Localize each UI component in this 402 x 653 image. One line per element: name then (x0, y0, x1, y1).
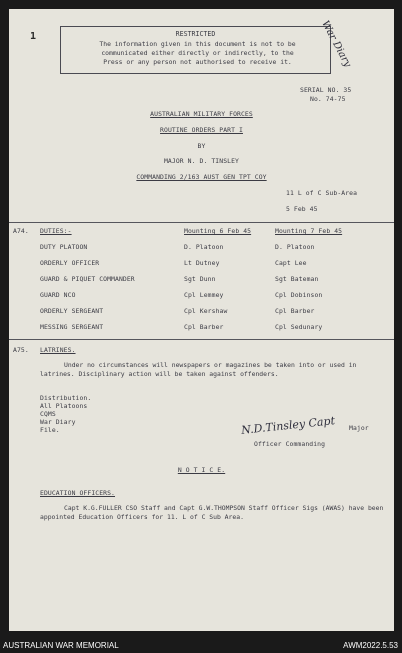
duty-day2: Sgt Bateman (275, 275, 319, 283)
notice-title: N O T I C E. (177, 466, 226, 474)
signature-title: Officer Commanding (254, 440, 326, 448)
distribution-item: CQMS (40, 410, 56, 418)
duty-day2: Capt Lee (275, 259, 307, 267)
duties-col1-header: Mounting 6 Feb 45 (184, 227, 252, 235)
distribution-item: File. (40, 426, 60, 434)
location: 11 L of C Sub-Area (286, 189, 358, 197)
duty-name: ORDERLY OFFICER (40, 259, 100, 267)
signature-rank: Major (349, 424, 369, 432)
duty-day1: D. Platoon (184, 243, 224, 251)
duty-name: ORDERLY SERGEANT (40, 307, 104, 315)
notice-text: Capt K.G.FULLER CSO Staff and Capt G.W.THOMPSON Staff Officer Sigs (AWAS) have been appointed Education Officers for 11. L of C Sub Area. (40, 504, 384, 521)
latrines-number: A75. (13, 346, 29, 354)
order-date: 5 Feb 45 (286, 205, 318, 213)
footer-institution: AUSTRALIAN WAR MEMORIAL (3, 641, 119, 650)
duty-name: MESSING SERGEANT (40, 323, 104, 331)
duty-day1: Sgt Dunn (184, 275, 216, 283)
duty-day2: D. Platoon (275, 243, 315, 251)
restricted-notice-box (60, 26, 331, 74)
distribution-item: All Platoons (40, 402, 88, 410)
document-page (9, 9, 394, 631)
distribution-item: War Diary (40, 418, 76, 426)
archive-footer (0, 631, 402, 653)
restricted-title: RESTRICTED (175, 30, 216, 38)
divider-top (9, 222, 394, 223)
duty-day2: Cpl Dobinson (275, 291, 323, 299)
signature: N.D.Tinsley Capt (240, 414, 336, 437)
heading-orders: ROUTINE ORDERS PART I (160, 126, 243, 134)
duty-day1: Cpl Barber (184, 323, 224, 331)
handwritten-war-diary-note: War Diary (319, 19, 353, 70)
notice-subtitle: EDUCATION OFFICERS. (40, 489, 116, 497)
distribution-title: Distribution. (40, 394, 92, 402)
duty-name: GUARD & PIQUET COMMANDER (40, 275, 135, 283)
heading-by: BY (197, 142, 206, 150)
heading-force: AUSTRALIAN MILITARY FORCES (150, 110, 253, 118)
footer-catalogue-number: AWM2022.5.53 (343, 641, 398, 650)
duty-day1: Cpl Lemmey (184, 291, 224, 299)
latrines-title: LATRINES. (40, 346, 76, 354)
serial-number: SERIAL NO. 35 (300, 86, 352, 94)
order-numbers: No. 74-75 (310, 95, 346, 103)
duties-col2-header: Mounting 7 Feb 45 (275, 227, 343, 235)
heading-officer: MAJOR N. D. TINSLEY (163, 157, 239, 165)
duty-name: DUTY PLATOON (40, 243, 88, 251)
duty-day2: Cpl Sedunary (275, 323, 323, 331)
duty-day2: Cpl Barber (275, 307, 315, 315)
duties-title: DUTIES:- (40, 227, 72, 235)
heading-command: COMMANDING 2/163 AUST GEN TPT COY (136, 173, 267, 181)
restricted-text: The information given in this document is not to be communicated either directly or indirectly, to the Press or any person not authorised to receive it. (99, 40, 296, 66)
duty-name: GUARD NCO (40, 291, 76, 299)
divider-middle (9, 339, 394, 340)
punch-mark: 1 (30, 31, 37, 42)
duty-day1: Lt Dutney (184, 259, 220, 267)
duty-day1: Cpl Kershaw (184, 307, 228, 315)
latrines-text: Under no circumstances will newspapers or magazines be taken into or used in latrines. Disciplinary action will be taken against offenders. (40, 361, 357, 378)
duties-number: A74. (13, 227, 29, 235)
